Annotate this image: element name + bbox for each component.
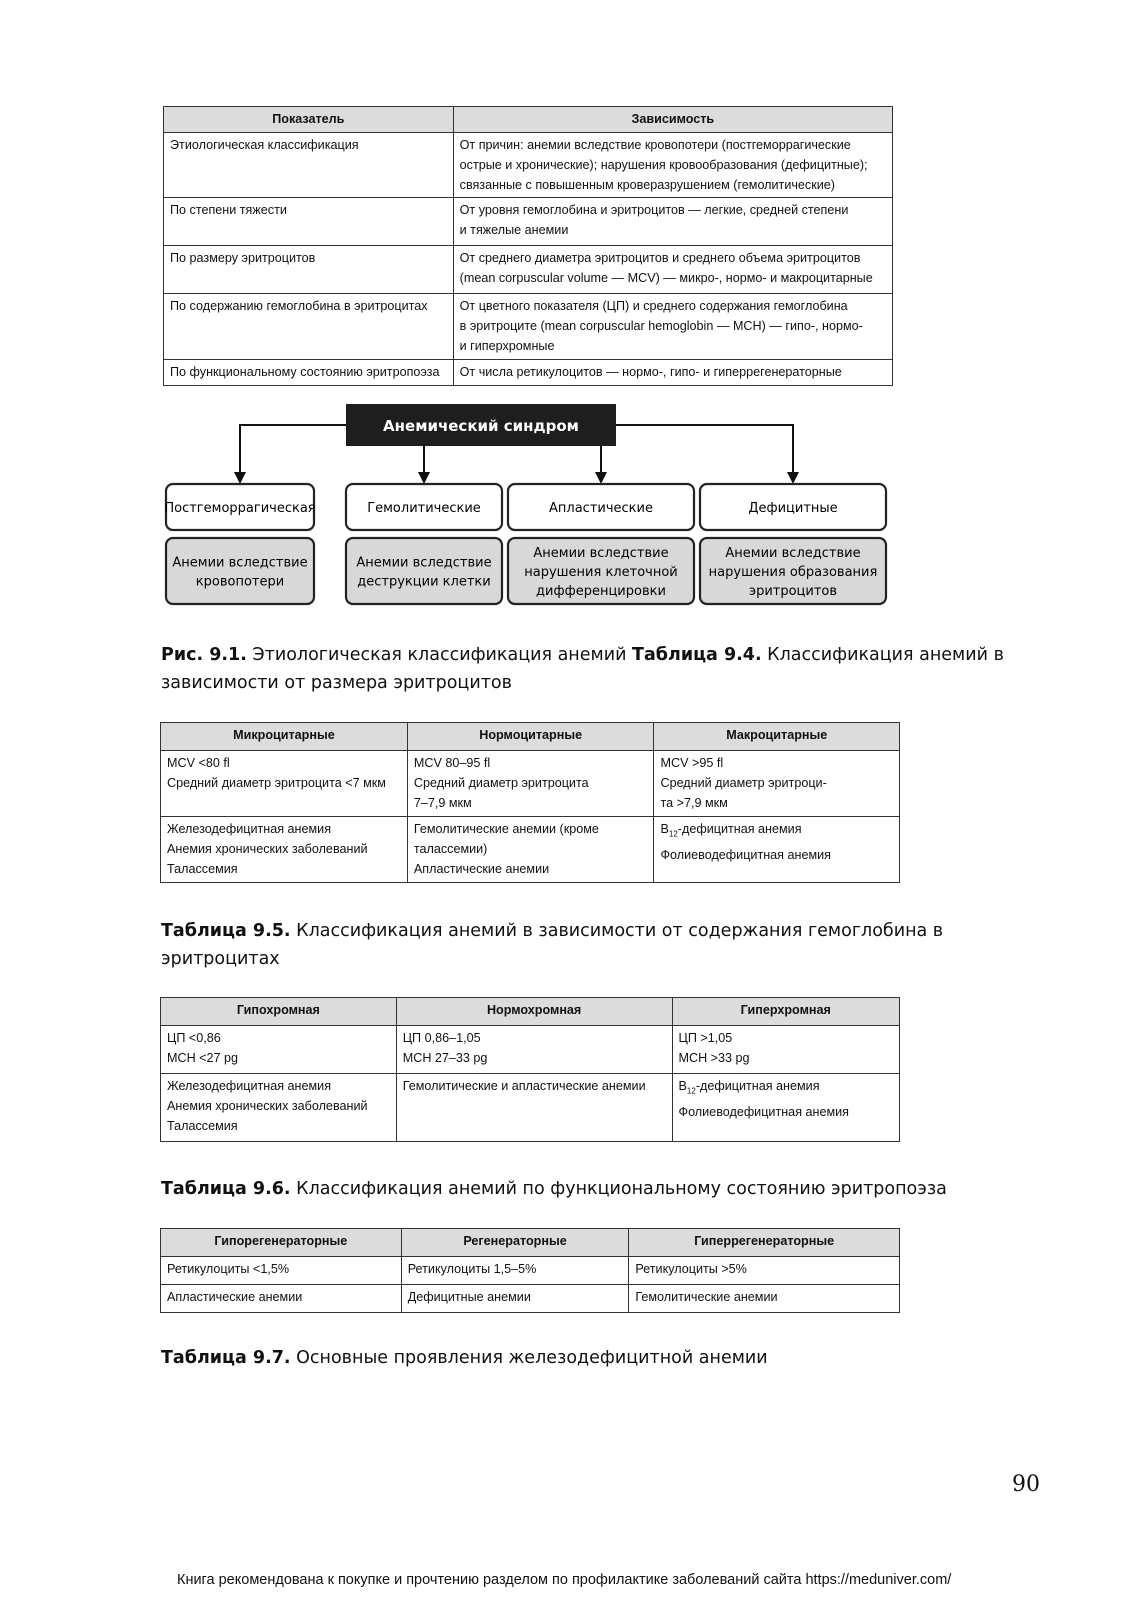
table-cell: Железодефицитная анемия Анемия хронических заболеваний Талассемия xyxy=(161,1074,397,1142)
table-row xyxy=(161,1026,900,1074)
hemoglobin-classification-table xyxy=(160,997,900,1142)
table-header: Показатель xyxy=(164,107,454,133)
cause-label: дифференцировки xyxy=(536,584,666,599)
table-cell: От цветного показателя (ЦП) и среднего содержания гемоглобина в эритроците (mean corpuscular hemoglobin — MCH) — гипо-, нормо- и гиперхромные xyxy=(453,294,892,360)
type-label: Постгеморрагическая xyxy=(164,501,316,516)
cause-label: Анемии вследствие xyxy=(725,546,861,561)
table-header: Нормохромная xyxy=(396,998,672,1026)
table-row xyxy=(161,1285,900,1313)
table-header: Регенераторные xyxy=(401,1229,629,1257)
page-number: 90 xyxy=(1012,1472,1040,1497)
table-cell: ЦП 0,86–1,05 MCH 27–33 pg xyxy=(396,1026,672,1074)
cause-label: кровопотери xyxy=(195,574,285,590)
table-cell: Ретикулоциты >5% xyxy=(629,1257,900,1285)
table-row xyxy=(161,1074,900,1142)
table-cell: $В_{12}$-дефицитная анемия Фолиеводефицитная анемия xyxy=(672,1074,900,1142)
table-cell: Этиологическая классификация xyxy=(164,133,454,198)
cause-label: деструкции клетки xyxy=(357,574,491,590)
cause-box xyxy=(166,538,314,604)
type-label: Дефицитные xyxy=(748,501,838,516)
table-cell: По содержанию гемоглобина в эритроцитах xyxy=(164,294,454,360)
table-row xyxy=(164,294,893,360)
table-row xyxy=(164,133,893,198)
table-cell: $В_{12}$-дефицитная анемия Фолиеводефицитная анемия xyxy=(654,817,900,883)
table-cell: MCV <80 fl Средний диаметр эритроцита <7 мкм xyxy=(161,751,408,817)
table-caption: Таблица 9.6. Классификация анемий по функциональному состоянию эритропоэза xyxy=(161,1179,947,1199)
cause-label: нарушения образования xyxy=(708,565,878,580)
table-row xyxy=(161,1257,900,1285)
table-row xyxy=(164,246,893,294)
table-cell: MCV 80–95 fl Средний диаметр эритроцита 7–7,9 мкм xyxy=(407,751,654,817)
table-cell: Ретикулоциты <1,5% xyxy=(161,1257,402,1285)
table-header: Макроцитарные xyxy=(654,723,900,751)
size-classification-table xyxy=(160,722,900,883)
table-cell: По функциональному состоянию эритропоэза xyxy=(164,360,454,386)
table-header: Гипорегенераторные xyxy=(161,1229,402,1257)
erythropoiesis-classification-table xyxy=(160,1228,900,1313)
table-cell: Апластические анемии xyxy=(161,1285,402,1313)
table-cell: ЦП >1,05 MCH >33 pg xyxy=(672,1026,900,1074)
classification-table xyxy=(163,106,893,386)
cause-label: Анемии вследствие xyxy=(533,546,669,561)
cause-label: нарушения клеточной xyxy=(524,565,678,580)
table-header: Микроцитарные xyxy=(161,723,408,751)
type-label: Апластические xyxy=(549,501,653,516)
cause-label: эритроцитов xyxy=(748,584,838,599)
table-cell: Железодефицитная анемия Анемия хронических заболеваний Талассемия xyxy=(161,817,408,883)
table-cell: От причин: анемии вследствие кровопотери (постгеморрагические острые и хронические); нарушения кровообразования (дефицитные); связанные с повышенным кроверазрушением (гемолитические) xyxy=(453,133,892,198)
cause-label: Анемии вследствие xyxy=(172,555,308,571)
table-cell: От среднего диаметра эритроцитов и среднего объема эритроцитов (mean corpuscular volume — MCV) — микро-, нормо- и макроцитарные xyxy=(453,246,892,294)
table-cell: От числа ретикулоцитов — нормо-, гипо- и гиперрегенераторные xyxy=(453,360,892,386)
table-header: Гиперрегенераторные xyxy=(629,1229,900,1257)
table-cell: От уровня гемоглобина и эритроцитов — легкие, средней степени и тяжелые анемии xyxy=(453,198,892,246)
table-header: Нормоцитарные xyxy=(407,723,654,751)
cause-box xyxy=(346,538,502,604)
table-row xyxy=(161,751,900,817)
table-cell: Гемолитические анемии xyxy=(629,1285,900,1313)
table-caption: Таблица 9.7. Основные проявления железодефицитной анемии xyxy=(161,1348,768,1368)
table-header: Зависимость xyxy=(453,107,892,133)
table-cell: По степени тяжести xyxy=(164,198,454,246)
table-caption: Таблица 9.5. Классификация анемий в зависимости от содержания гемоглобина в эритроцитах xyxy=(161,921,944,969)
table-row xyxy=(161,817,900,883)
type-label: Гемолитические xyxy=(367,501,481,516)
table-cell: Гемолитические анемии (кроме талассемии) Апластические анемии xyxy=(407,817,654,883)
table-cell: По размеру эритроцитов xyxy=(164,246,454,294)
table-cell: Дефицитные анемии xyxy=(401,1285,629,1313)
table-cell: ЦП <0,86 MCH <27 pg xyxy=(161,1026,397,1074)
table-header: Гиперхромная xyxy=(672,998,900,1026)
table-cell: Гемолитические и апластические анемии xyxy=(396,1074,672,1142)
table-row xyxy=(164,198,893,246)
table-cell: MCV >95 fl Средний диаметр эритроци- та >7,9 мкм xyxy=(654,751,900,817)
table-header: Гипохромная xyxy=(161,998,397,1026)
figure-caption: Рис. 9.1. Этиологическая классификация анемий Таблица 9.4. Классификация анемий в зависимости от размера эритроцитов xyxy=(161,645,1004,693)
anemia-classification-diagram xyxy=(160,404,892,610)
root-label: Анемический синдром xyxy=(383,417,579,435)
cause-label: Анемии вследствие xyxy=(356,555,492,571)
footer-note: Книга рекомендована к покупке и прочтению разделом по профилактике заболеваний сайта https://meduniver.com/ xyxy=(177,1572,952,1588)
table-row xyxy=(164,360,893,386)
table-cell: Ретикулоциты 1,5–5% xyxy=(401,1257,629,1285)
